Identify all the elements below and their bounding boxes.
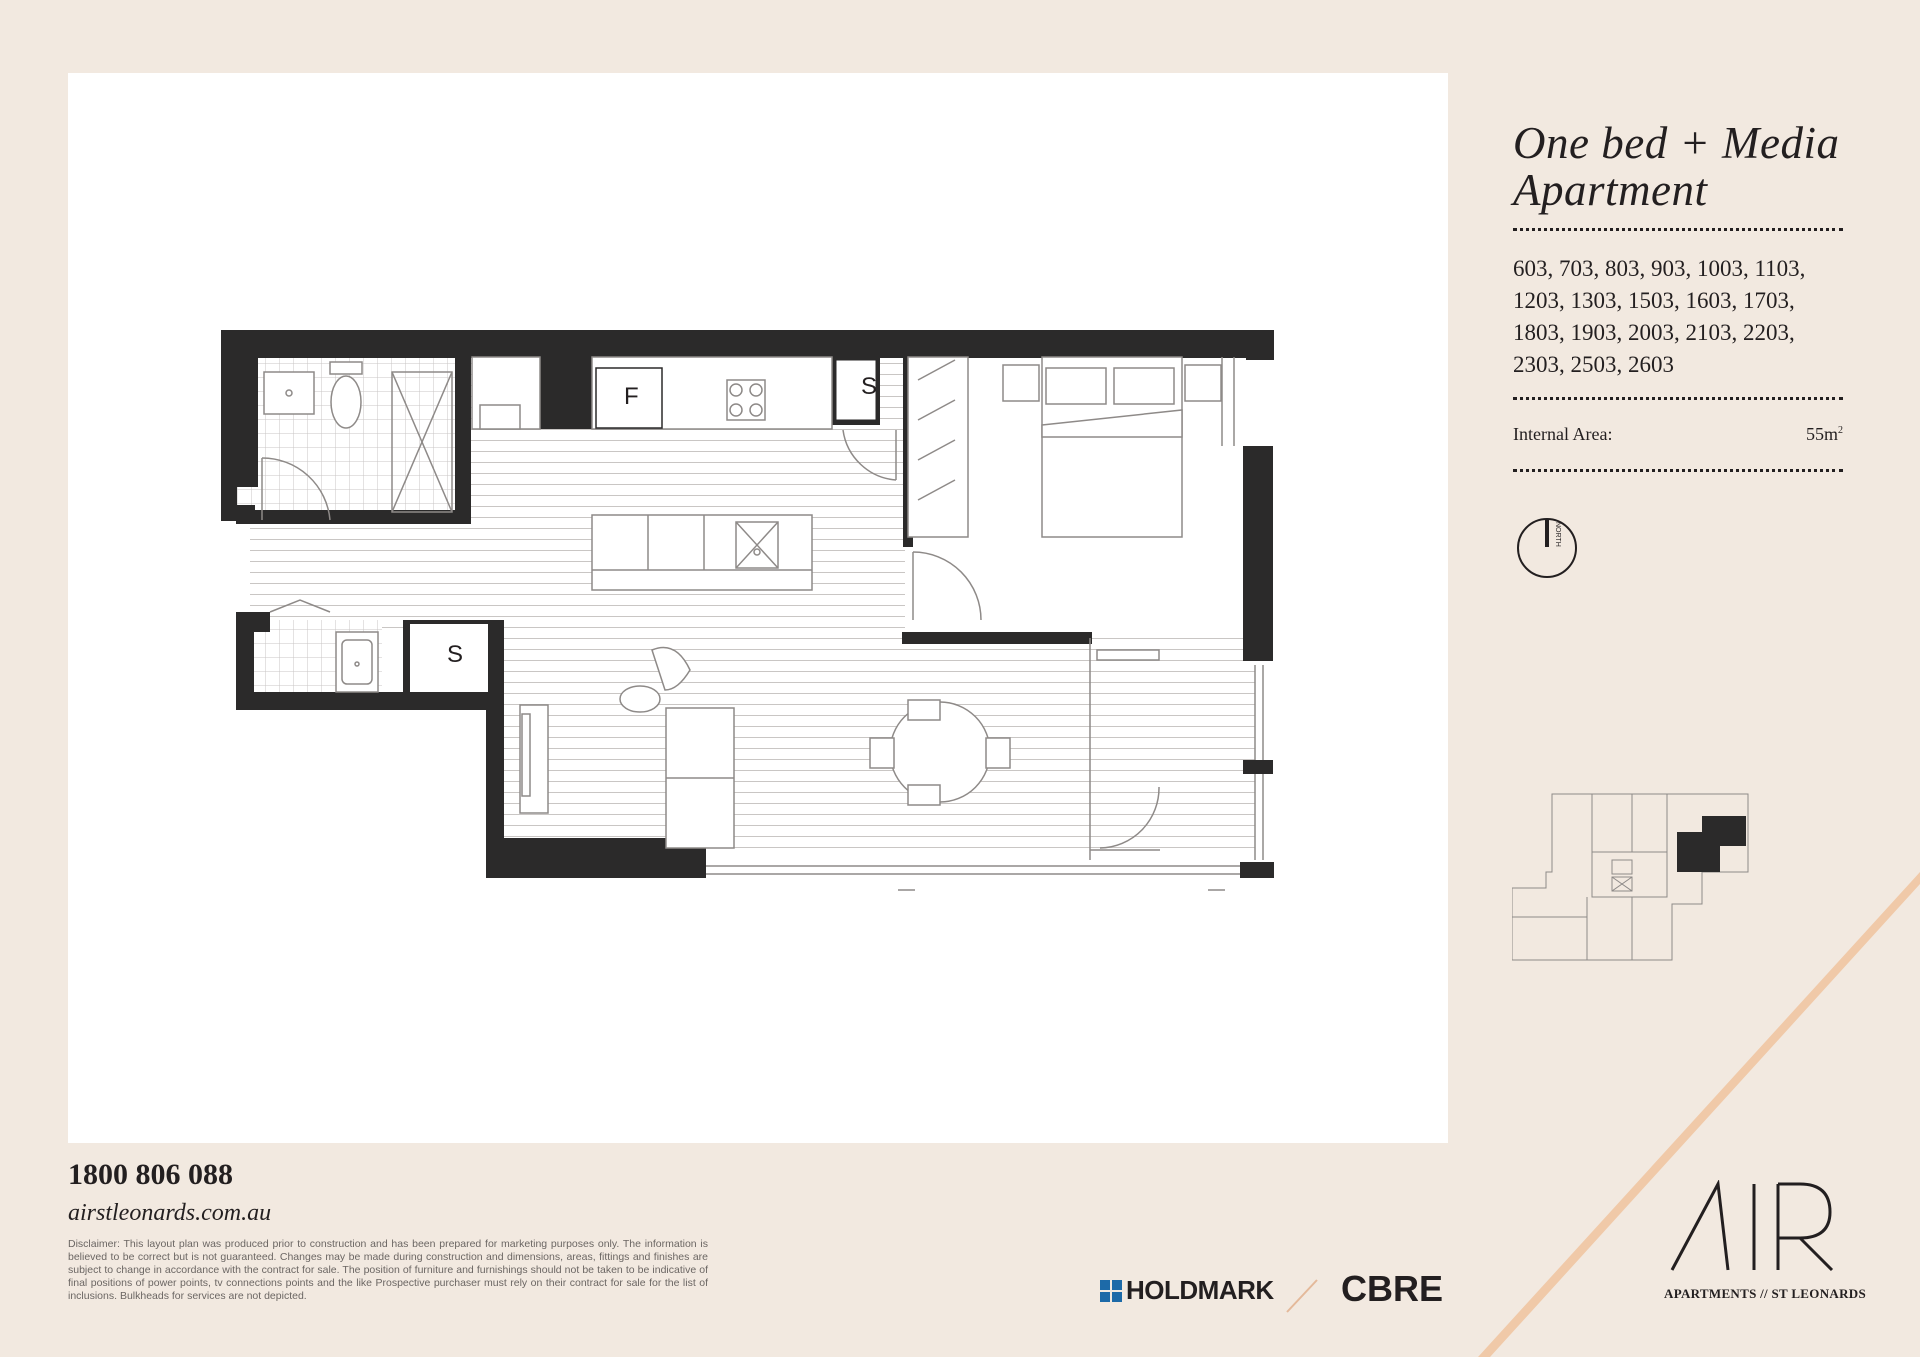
divider (1513, 397, 1843, 400)
compass-label: NORTH (1554, 522, 1561, 547)
air-logo (1670, 1180, 1850, 1280)
bedroom-furniture (908, 357, 1234, 620)
website-link[interactable]: airstleonards.com.au (68, 1200, 272, 1226)
key-plan (1512, 792, 1752, 962)
air-logo-subtitle: APARTMENTS // ST LEONARDS (1664, 1286, 1866, 1301)
north-compass-icon (1516, 516, 1582, 582)
floor-plan-panel (68, 73, 1448, 1143)
unit-numbers: 603, 703, 803, 903, 1003, 1103, 1203, 1303, 1503, 1603, 1703, 1803, 1903, 2003, 2103, 2203, 2303, 2503, 2603 (1513, 256, 1806, 377)
slash-divider (1283, 1278, 1319, 1314)
disclaimer-text: Disclaimer: This layout plan was produced prior to construction and has been prepared for marketing purposes only. The information is believed to be correct but is not guaranteed. Changes may be made during construction and dimensions, areas, fittings and finishes are subject to change in accordance with the contract for sale. The position of furniture and furnishings should not be taken to be indicative of final positions of power points, tv connections points and the like Prospective purchaser must rely on their contract for sale for the list of inclusions. Bulkheads for services are not depicted. (68, 1238, 708, 1302)
unit-highlight (1677, 816, 1746, 872)
storage-top-label: S (861, 373, 878, 400)
holdmark-wordmark: HOLDMARK (1126, 1275, 1274, 1305)
apartment-info (1513, 120, 1843, 472)
page-title: One bed + Media Apartment (1513, 118, 1840, 215)
internal-area-value: $55m^2$ (1805, 424, 1843, 444)
holdmark-logo (1100, 1275, 1274, 1306)
cbre-logo: CBRE (1341, 1268, 1444, 1309)
floor-plan (68, 73, 1448, 1143)
storage-bottom-label: S (447, 641, 464, 668)
internal-area-row (1513, 424, 1843, 445)
fridge-label: F (624, 383, 639, 410)
internal-area-label: Internal Area: (1513, 424, 1613, 444)
divider (1513, 228, 1843, 231)
holdmark-mark-icon (1100, 1280, 1122, 1302)
divider (1513, 469, 1843, 472)
contact-phone: 1800 806 088 (68, 1158, 233, 1191)
